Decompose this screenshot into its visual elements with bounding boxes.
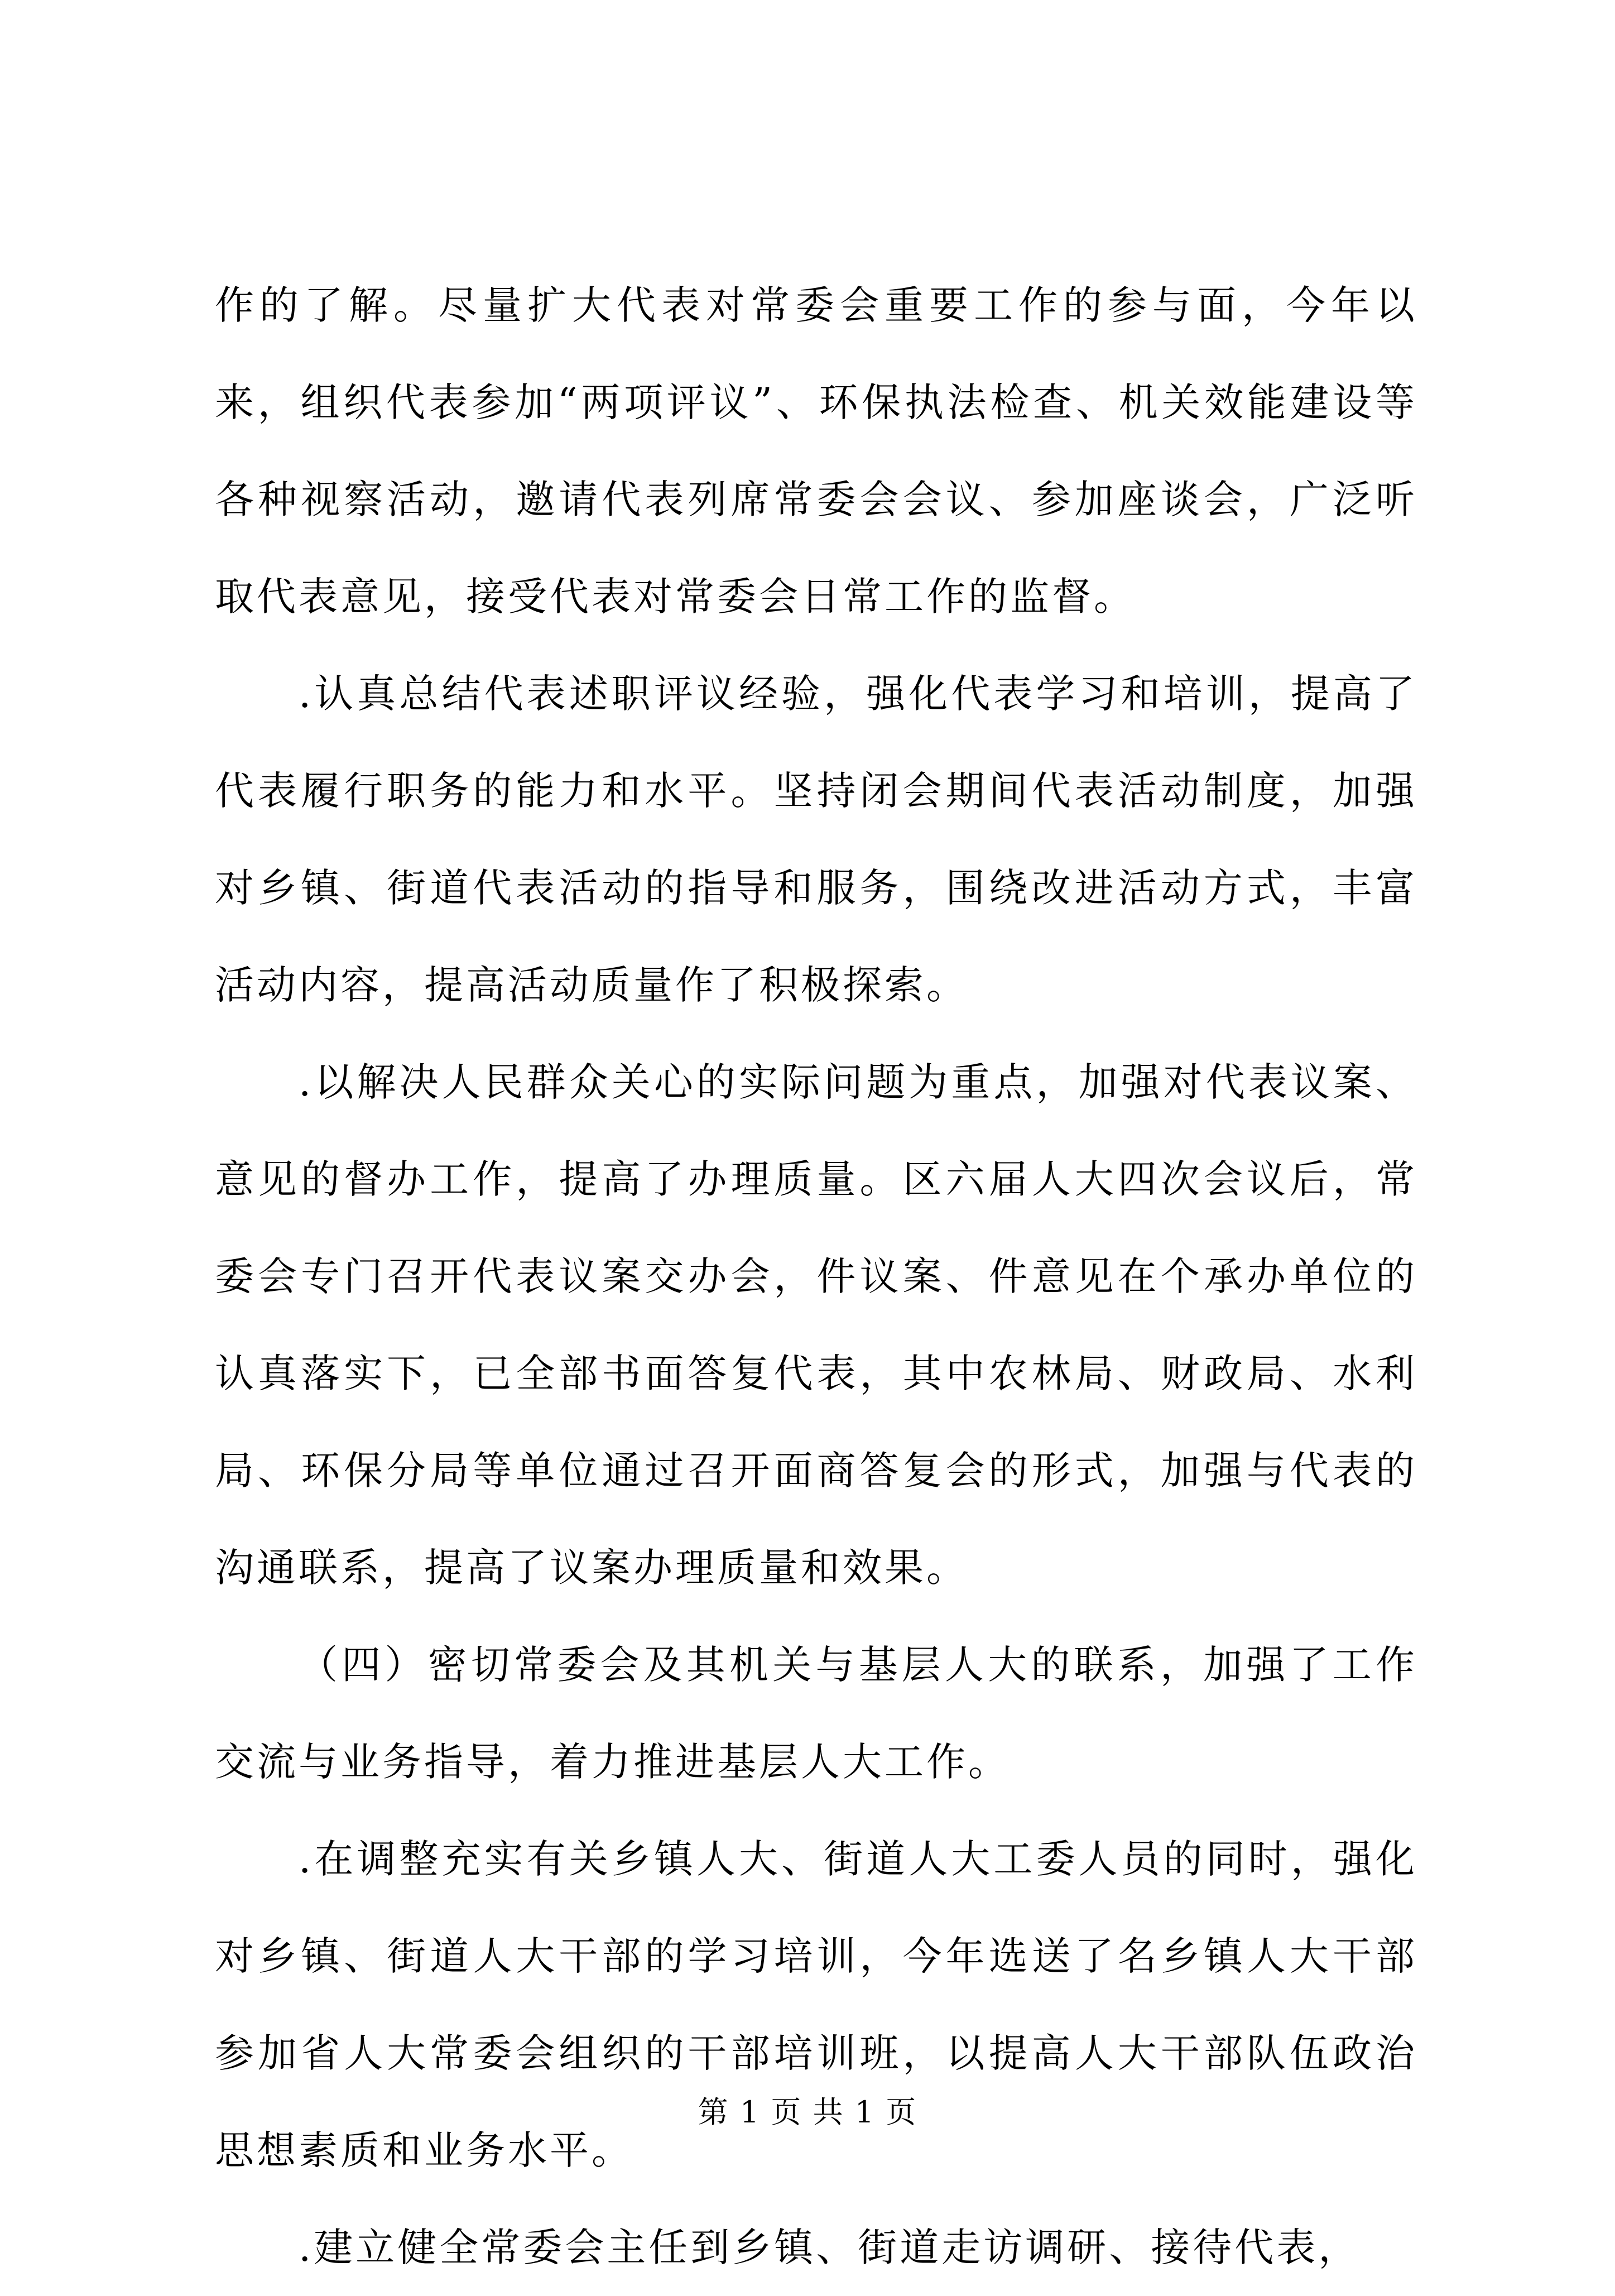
paragraph-representative-training: .认真总结代表述职评议经验，强化代表学习和培训，提高了代表履行职务的能力和水平。坚持闭会期间代表活动制度，加强对乡镇、街道代表活动的指导和服务，围绕改进活动方式，丰富活动内容，提高活动质量作了积极探索。 (215, 671, 1417, 1008)
paragraph-cadre-training: .在调整充实有关乡镇人大、街道人大工委人员的同时，强化对乡镇、街道人大干部的学习培训，今年选送了名乡镇人大干部参加省人大常委会组织的干部培训班，以提高人大干部队伍政治思想素质和业务水平。 (215, 1836, 1417, 2173)
section-heading-four: （四）密切常委会及其机关与基层人大的联系，加强了工作交流与业务指导，着力推进基层人大工作。 (215, 1642, 1417, 1785)
document-body (215, 257, 1417, 2296)
paragraph-continuation: 作的了解。尽量扩大代表对常委会重要工作的参与面，今年以来，组织代表参加“两项评议”、环保执法检查、机关效能建设等各种视察活动，邀请代表列席常委会会议、参加座谈会，广泛听取代表意见，接受代表对常委会日常工作的监督。 (215, 282, 1417, 619)
paragraph-motion-supervision: .以解决人民群众关心的实际问题为重点，加强对代表议案、意见的督办工作，提高了办理质量。区六届人大四次会议后，常委会专门召开代表议案交办会，件议案、件意见在个承办单位的认真落实下，已全部书面答复代表，其中农林局、财政局、水利局、环保分局等单位通过召开面商答复会的形式，加强与代表的沟通联系，提高了议案办理质量和效果。 (215, 1059, 1417, 1591)
page-footer: 第 1 页 共 1 页 (698, 2095, 917, 2130)
paragraph-director-visits: .建立健全常委会主任到乡镇、街道走访调研、接待代表， (299, 2225, 1361, 2270)
